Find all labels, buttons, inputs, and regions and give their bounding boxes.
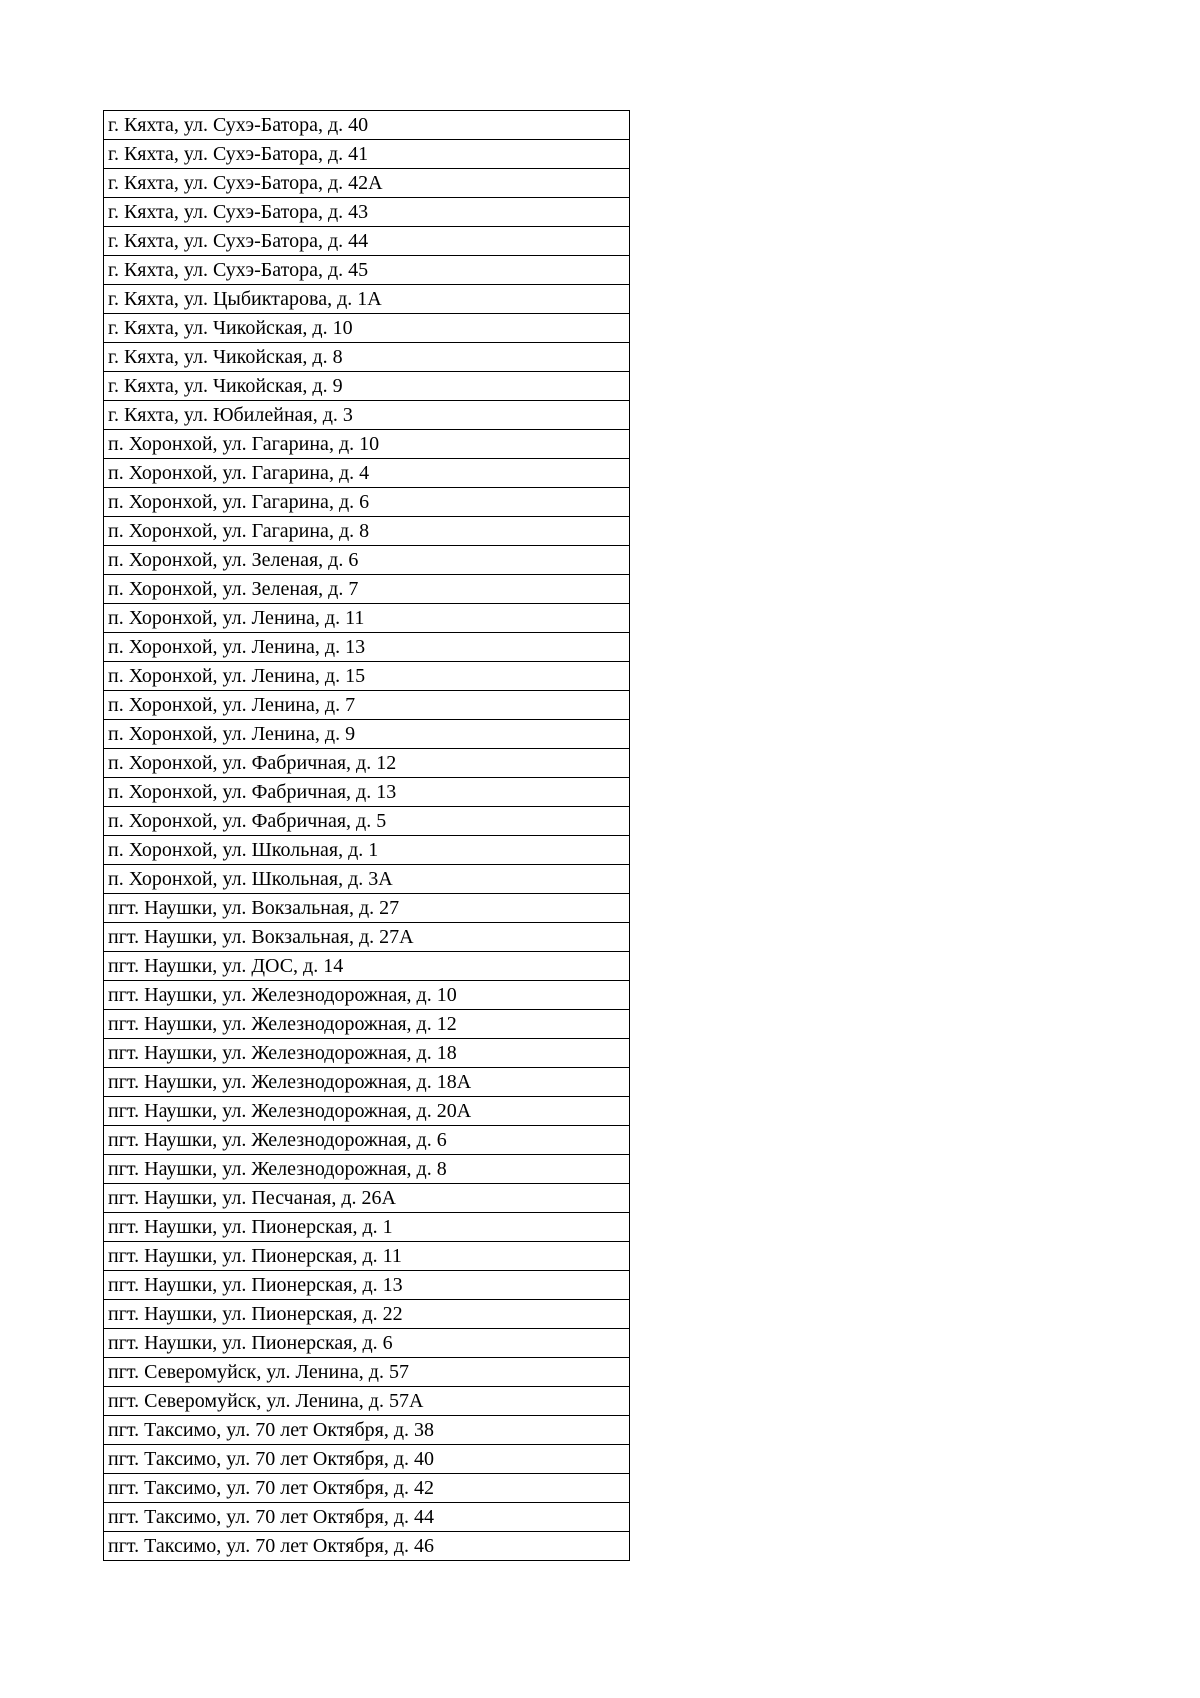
address-cell: пгт. Наушки, ул. Железнодорожная, д. 6 (104, 1126, 630, 1155)
table-row (104, 1126, 630, 1155)
address-cell: п. Хоронхой, ул. Фабричная, д. 13 (104, 778, 630, 807)
address-cell: п. Хоронхой, ул. Гагарина, д. 10 (104, 430, 630, 459)
table-row (104, 1068, 630, 1097)
table-row (104, 952, 630, 981)
address-cell: п. Хоронхой, ул. Ленина, д. 9 (104, 720, 630, 749)
address-cell: п. Хоронхой, ул. Гагарина, д. 8 (104, 517, 630, 546)
address-cell: г. Кяхта, ул. Сухэ-Батора, д. 44 (104, 227, 630, 256)
address-cell: п. Хоронхой, ул. Фабричная, д. 5 (104, 807, 630, 836)
table-row (104, 807, 630, 836)
address-cell: пгт. Таксимо, ул. 70 лет Октября, д. 42 (104, 1474, 630, 1503)
address-cell: пгт. Таксимо, ул. 70 лет Октября, д. 38 (104, 1416, 630, 1445)
table-row (104, 1242, 630, 1271)
table-row (104, 1184, 630, 1213)
address-cell: г. Кяхта, ул. Чикойская, д. 9 (104, 372, 630, 401)
address-cell: пгт. Наушки, ул. Пионерская, д. 1 (104, 1213, 630, 1242)
table-row (104, 1213, 630, 1242)
table-row (104, 1474, 630, 1503)
address-cell: пгт. Таксимо, ул. 70 лет Октября, д. 46 (104, 1532, 630, 1561)
table-row (104, 662, 630, 691)
table-row (104, 1155, 630, 1184)
address-cell: п. Хоронхой, ул. Ленина, д. 11 (104, 604, 630, 633)
table-row (104, 285, 630, 314)
table-row (104, 1039, 630, 1068)
table-row (104, 517, 630, 546)
table-row (104, 140, 630, 169)
table-row (104, 749, 630, 778)
table-row (104, 111, 630, 140)
address-cell: пгт. Северомуйск, ул. Ленина, д. 57А (104, 1387, 630, 1416)
table-row (104, 343, 630, 372)
table-row (104, 546, 630, 575)
address-cell: пгт. Наушки, ул. Железнодорожная, д. 12 (104, 1010, 630, 1039)
address-cell: п. Хоронхой, ул. Зеленая, д. 7 (104, 575, 630, 604)
address-cell: г. Кяхта, ул. Цыбиктарова, д. 1А (104, 285, 630, 314)
table-row (104, 1416, 630, 1445)
address-cell: пгт. Таксимо, ул. 70 лет Октября, д. 44 (104, 1503, 630, 1532)
table-row (104, 256, 630, 285)
address-table-body (104, 111, 630, 1561)
table-row (104, 923, 630, 952)
table-row (104, 401, 630, 430)
table-row (104, 430, 630, 459)
address-cell: п. Хоронхой, ул. Фабричная, д. 12 (104, 749, 630, 778)
address-cell: пгт. Таксимо, ул. 70 лет Октября, д. 40 (104, 1445, 630, 1474)
table-row (104, 691, 630, 720)
address-cell: г. Кяхта, ул. Сухэ-Батора, д. 41 (104, 140, 630, 169)
table-row (104, 1271, 630, 1300)
table-row (104, 198, 630, 227)
address-cell: г. Кяхта, ул. Сухэ-Батора, д. 45 (104, 256, 630, 285)
address-cell: п. Хоронхой, ул. Ленина, д. 7 (104, 691, 630, 720)
address-cell: г. Кяхта, ул. Сухэ-Батора, д. 43 (104, 198, 630, 227)
table-row (104, 981, 630, 1010)
table-row (104, 1329, 630, 1358)
address-cell: пгт. Наушки, ул. Вокзальная, д. 27 (104, 894, 630, 923)
address-cell: п. Хоронхой, ул. Ленина, д. 13 (104, 633, 630, 662)
address-table (103, 110, 630, 1561)
table-row (104, 1503, 630, 1532)
address-cell: пгт. Северомуйск, ул. Ленина, д. 57 (104, 1358, 630, 1387)
table-row (104, 1445, 630, 1474)
address-cell: пгт. Наушки, ул. Песчаная, д. 26А (104, 1184, 630, 1213)
address-cell: п. Хоронхой, ул. Школьная, д. 1 (104, 836, 630, 865)
address-cell: пгт. Наушки, ул. Вокзальная, д. 27А (104, 923, 630, 952)
address-cell: п. Хоронхой, ул. Зеленая, д. 6 (104, 546, 630, 575)
address-cell: г. Кяхта, ул. Сухэ-Батора, д. 40 (104, 111, 630, 140)
table-row (104, 865, 630, 894)
table-row (104, 604, 630, 633)
address-cell: г. Кяхта, ул. Юбилейная, д. 3 (104, 401, 630, 430)
table-row (104, 778, 630, 807)
address-cell: пгт. Наушки, ул. Пионерская, д. 6 (104, 1329, 630, 1358)
address-cell: п. Хоронхой, ул. Гагарина, д. 4 (104, 459, 630, 488)
table-row (104, 1387, 630, 1416)
table-row (104, 488, 630, 517)
address-cell: п. Хоронхой, ул. Гагарина, д. 6 (104, 488, 630, 517)
address-cell: г. Кяхта, ул. Чикойская, д. 8 (104, 343, 630, 372)
address-cell: пгт. Наушки, ул. Пионерская, д. 11 (104, 1242, 630, 1271)
address-cell: г. Кяхта, ул. Сухэ-Батора, д. 42А (104, 169, 630, 198)
table-row (104, 720, 630, 749)
address-cell: пгт. Наушки, ул. Пионерская, д. 13 (104, 1271, 630, 1300)
address-cell: п. Хоронхой, ул. Ленина, д. 15 (104, 662, 630, 691)
address-cell: пгт. Наушки, ул. Железнодорожная, д. 20А (104, 1097, 630, 1126)
address-cell: пгт. Наушки, ул. Железнодорожная, д. 10 (104, 981, 630, 1010)
address-cell: пгт. Наушки, ул. Железнодорожная, д. 18 (104, 1039, 630, 1068)
table-row (104, 1010, 630, 1039)
table-row (104, 169, 630, 198)
table-row (104, 836, 630, 865)
address-cell: г. Кяхта, ул. Чикойская, д. 10 (104, 314, 630, 343)
table-row (104, 227, 630, 256)
table-row (104, 575, 630, 604)
table-row (104, 894, 630, 923)
table-row (104, 1358, 630, 1387)
address-cell: пгт. Наушки, ул. Железнодорожная, д. 8 (104, 1155, 630, 1184)
table-row (104, 1097, 630, 1126)
address-cell: п. Хоронхой, ул. Школьная, д. 3А (104, 865, 630, 894)
table-row (104, 1300, 630, 1329)
table-row (104, 314, 630, 343)
address-cell: пгт. Наушки, ул. ДОС, д. 14 (104, 952, 630, 981)
address-cell: пгт. Наушки, ул. Пионерская, д. 22 (104, 1300, 630, 1329)
table-row (104, 459, 630, 488)
table-row (104, 1532, 630, 1561)
address-cell: пгт. Наушки, ул. Железнодорожная, д. 18А (104, 1068, 630, 1097)
table-row (104, 372, 630, 401)
table-row (104, 633, 630, 662)
